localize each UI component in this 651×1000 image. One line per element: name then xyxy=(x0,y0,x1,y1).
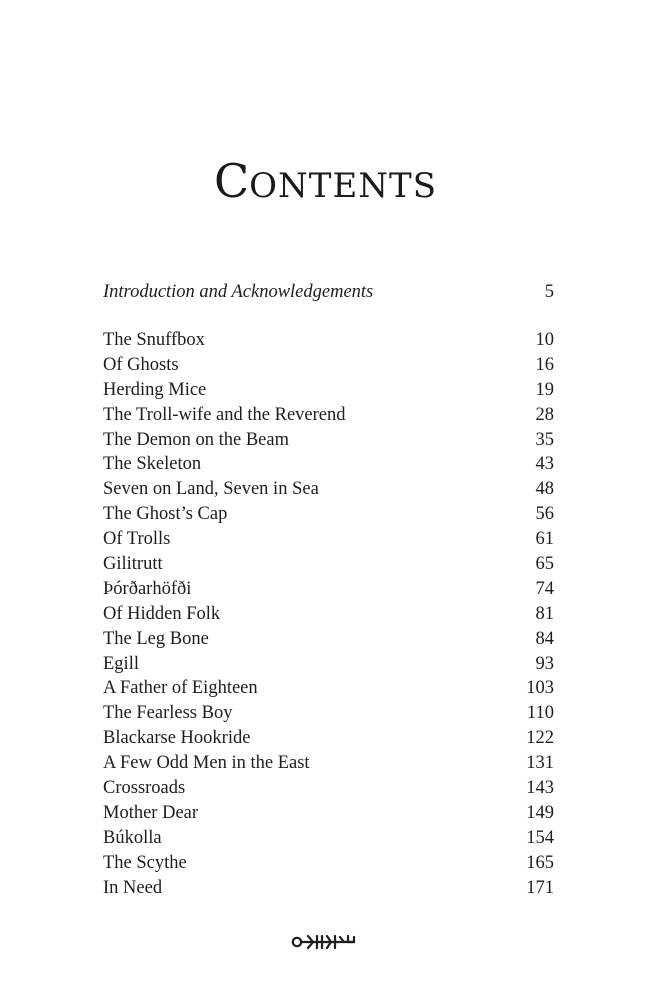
toc-row[interactable] xyxy=(103,527,554,552)
toc-entry-title: In Need xyxy=(103,877,163,898)
toc-row[interactable] xyxy=(103,552,554,577)
toc-row[interactable] xyxy=(103,428,554,453)
toc-entry-page: 35 xyxy=(535,429,554,450)
toc-row[interactable] xyxy=(103,502,554,527)
toc-row[interactable] xyxy=(103,751,554,776)
toc-entry-page: 110 xyxy=(526,703,554,724)
toc-row[interactable] xyxy=(103,801,554,826)
toc-intro-row[interactable] xyxy=(103,280,554,304)
toc-entry-title: Blackarse Hookride xyxy=(103,728,251,749)
toc-entry-title: The Scythe xyxy=(103,852,187,873)
toc-entry-page: 171 xyxy=(526,877,554,898)
toc-row[interactable] xyxy=(103,577,554,602)
toc-entry-title: Herding Mice xyxy=(103,379,207,400)
toc-entry-title: Þórðarhöfði xyxy=(103,578,192,599)
toc-row[interactable] xyxy=(103,676,554,701)
toc-row[interactable] xyxy=(103,652,554,677)
toc-entry-page: 5 xyxy=(544,282,554,302)
toc-entry-title: Búkolla xyxy=(103,827,162,848)
toc-list xyxy=(103,328,554,900)
toc-entry-page: 74 xyxy=(535,578,554,599)
toc-row[interactable] xyxy=(103,701,554,726)
toc-row[interactable] xyxy=(103,452,554,477)
toc-entry-title: Introduction and Acknowledgements xyxy=(103,282,374,302)
toc-entry-title: Seven on Land, Seven in Sea xyxy=(103,479,319,500)
toc-entry-page: 48 xyxy=(535,479,554,500)
toc-entry-page: 19 xyxy=(535,379,554,400)
toc-row[interactable] xyxy=(103,403,554,428)
rune-ornament-icon xyxy=(291,933,361,951)
toc-row[interactable] xyxy=(103,328,554,353)
toc-entry-title: The Snuffbox xyxy=(103,330,205,350)
toc-row[interactable] xyxy=(103,602,554,627)
toc-row[interactable] xyxy=(103,876,554,901)
toc-row[interactable] xyxy=(103,353,554,378)
toc-entry-page: 16 xyxy=(535,354,554,375)
contents-heading-rest: ONTENTS xyxy=(249,166,438,206)
toc-entry-page: 28 xyxy=(535,404,554,425)
toc-row[interactable] xyxy=(103,378,554,403)
toc-entry-title: Crossroads xyxy=(103,778,186,799)
toc-entry-page: 65 xyxy=(535,554,554,575)
toc-entry-title: Of Ghosts xyxy=(103,354,179,375)
toc-entry-title: The Skeleton xyxy=(103,454,202,475)
toc-entry-page: 122 xyxy=(526,728,554,749)
toc-entry-page: 61 xyxy=(535,529,554,550)
toc-entry-page: 143 xyxy=(526,778,554,799)
toc-row[interactable] xyxy=(103,726,554,751)
toc-entry-page: 10 xyxy=(535,330,554,350)
toc-entry-page: 131 xyxy=(526,753,554,774)
toc-entry-title: The Troll-wife and the Reverend xyxy=(103,404,346,425)
toc-entry-page: 43 xyxy=(535,454,554,475)
toc-entry-title: A Few Odd Men in the East xyxy=(103,753,310,774)
toc-row[interactable] xyxy=(103,826,554,851)
toc-entry-title: The Demon on the Beam xyxy=(103,429,289,450)
toc-entry-page: 149 xyxy=(526,802,554,823)
toc-entry-title: Gilitrutt xyxy=(103,554,163,575)
toc-entry-title: The Fearless Boy xyxy=(103,703,233,724)
toc-entry-page: 103 xyxy=(526,678,554,699)
toc-entry-page: 93 xyxy=(535,653,554,674)
toc-entry-title: Egill xyxy=(103,653,139,674)
toc-entry-page: 154 xyxy=(526,827,554,848)
toc-entry-page: 84 xyxy=(535,628,554,649)
toc-entry-title: The Ghost’s Cap xyxy=(103,504,228,525)
toc-entry-page: 81 xyxy=(535,603,554,624)
toc-row[interactable] xyxy=(103,627,554,652)
toc-entry-title: Mother Dear xyxy=(103,802,199,823)
toc-entry-title: A Father of Eighteen xyxy=(103,678,258,699)
toc-row[interactable] xyxy=(103,477,554,502)
toc-entry-title: Of Trolls xyxy=(103,529,171,550)
toc-entry-page: 56 xyxy=(535,504,554,525)
toc-entry-title: Of Hidden Folk xyxy=(103,603,221,624)
contents-heading xyxy=(0,153,651,214)
toc-entry-title: The Leg Bone xyxy=(103,628,209,649)
contents-heading-initial: C xyxy=(213,154,250,208)
toc-row[interactable] xyxy=(103,851,554,876)
toc-row[interactable] xyxy=(103,776,554,801)
toc-entry-page: 165 xyxy=(526,852,554,873)
